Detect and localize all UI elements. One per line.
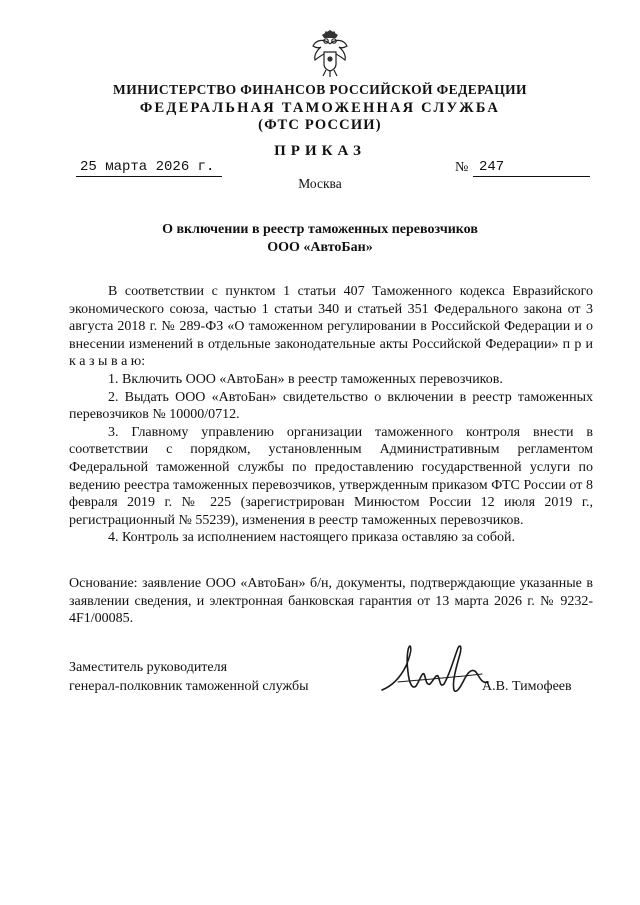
signatory-rank: генерал-полковник таможенной службы xyxy=(69,679,309,694)
order-body xyxy=(69,283,593,547)
order-item: 3. Главному управлению организации таможенного контроля внести в соответствии с порядком, установленным Административным регламентом Федеральной таможенной службы по предоставлению государственной услуги по ведению реестра таможенных перевозчиков, утвержденным приказом ФТС России от 8 февраля 2019 г. № 225 (зарегистрирован Минюстом России 12 июля 2019 г., регистрационный № 55239), изменения в реестр таможенных перевозчиков. xyxy=(69,424,593,528)
order-date: 25 марта 2026 г. xyxy=(76,159,222,177)
order-item: 2. Выдать ООО «АвтоБан» свидетельство о включении в реестр таможенных перевозчиков № 10000/0712. xyxy=(69,389,593,423)
order-number-label: № xyxy=(455,160,469,175)
coat-of-arms-icon xyxy=(310,30,350,80)
service-name: ФЕДЕРАЛЬНАЯ ТАМОЖЕННАЯ СЛУЖБА xyxy=(139,100,501,116)
order-title-line2: ООО «АвтоБан» xyxy=(267,240,373,255)
preamble-paragraph: В соответствии с пунктом 1 статьи 407 Таможенного кодекса Евразийского экономического союза, частью 1 статьи 340 и статьей 351 Федерального закона от 3 августа 2018 г. № 289-ФЗ «О таможенном регулировании в Российской Федерации и о внесении изменений в отдельные законодательные акты Российской Федерации» п р и к а з ы в а ю: xyxy=(69,284,593,370)
signatory-name: А.В. Тимофеев xyxy=(482,679,572,694)
order-number: 247 xyxy=(473,159,590,177)
basis-paragraph: Основание: заявление ООО «АвтоБан» б/н, документы, подтверждающие указанные в заявлении сведения, и электронная банковская гарантия от 13 марта 2026 г. № 9232-4F1/00085. xyxy=(69,576,593,627)
service-short-name: (ФТС РОССИИ) xyxy=(258,117,382,133)
handwritten-signature xyxy=(378,638,496,700)
order-item: 4. Контроль за исполнением настоящего приказа оставляю за собой. xyxy=(108,530,516,546)
order-title-line1: О включении в реестр таможенных перевозчиков xyxy=(162,222,478,237)
city: Москва xyxy=(298,176,342,191)
signatory-position: Заместитель руководителя xyxy=(69,660,228,675)
document-type: ПРИКАЗ xyxy=(274,143,366,159)
ministry-name: МИНИСТЕРСТВО ФИНАНСОВ РОССИЙСКОЙ ФЕДЕРАЦИИ xyxy=(113,82,527,97)
basis-block xyxy=(69,575,593,628)
order-item: 1. Включить ООО «АвтоБан» в реестр таможенных перевозчиков. xyxy=(108,371,503,387)
